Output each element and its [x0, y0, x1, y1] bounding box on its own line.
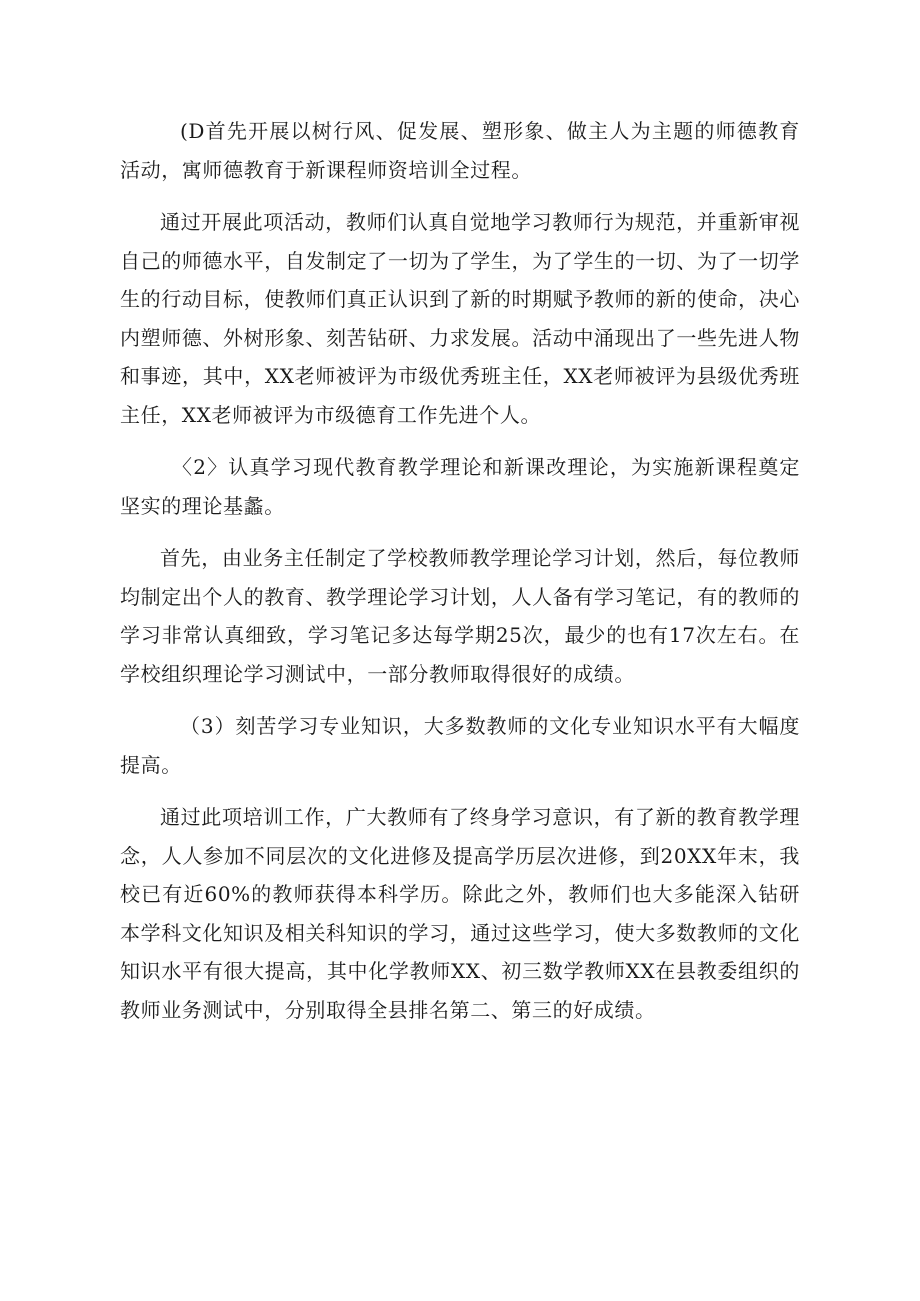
paragraph-theory-heading: 〈2〉认真学习现代教育教学理论和新课改理论，为实施新课程奠定坚实的理论基蠡。: [120, 455, 800, 518]
paragraph-theory-detail: 首先，由业务主任制定了学校教师教学理论学习计划，然后，每位教师均制定出个人的教育、教学理论学习计划，人人备有学习笔记，有的教师的学习非常认真细致，学习笔记多达每学期25次，最少的也有17次左右。在学校组织理论学习测试中，一部分教师取得很好的成绩。: [120, 546, 800, 686]
document-body: [120, 112, 800, 1043]
paragraph-activity-detail: 通过开展此项活动，教师们认真自觉地学习教师行为规范，并重新审视自己的师德水平，自发制定了一切为了学生，为了学生的一切、为了一切学生的行动目标，使教师们真正认识到了新的时期赋予教师的新的使命，决心内塑师德、外树形象、刻苦钻研、力求发展。活动中涌现出了一些先进人物和事迹，其中，XX老师被评为市级优秀班主任，XX老师被评为县级优秀班主任，XX老师被评为市级德育工作先进个人。: [120, 210, 800, 427]
paragraph-knowledge-detail: 通过此项培训工作，广大教师有了终身学习意识，有了新的教育教学理念，人人参加不同层次的文化进修及提高学历层次进修，到20XX年末，我校已有近60%的教师获得本科学历。除此之外，教师们也大多能深入钻研本学科文化知识及相关科知识的学习，通过这些学习，使大多数教师的文化知识水平有很大提高，其中化学教师XX、初三数学教师XX在县教委组织的教师业务测试中，分别取得全县排名第二、第三的好成绩。: [120, 805, 800, 1022]
paragraph-activity-heading: (D首先开展以树行风、促发展、塑形象、做主人为主题的师德教育活动，寓师德教育于新课程师资培训全过程。: [120, 119, 800, 182]
paragraph-knowledge-heading: （3）刻苦学习专业知识，大多数教师的文化专业知识水平有大幅度提高。: [120, 714, 800, 777]
